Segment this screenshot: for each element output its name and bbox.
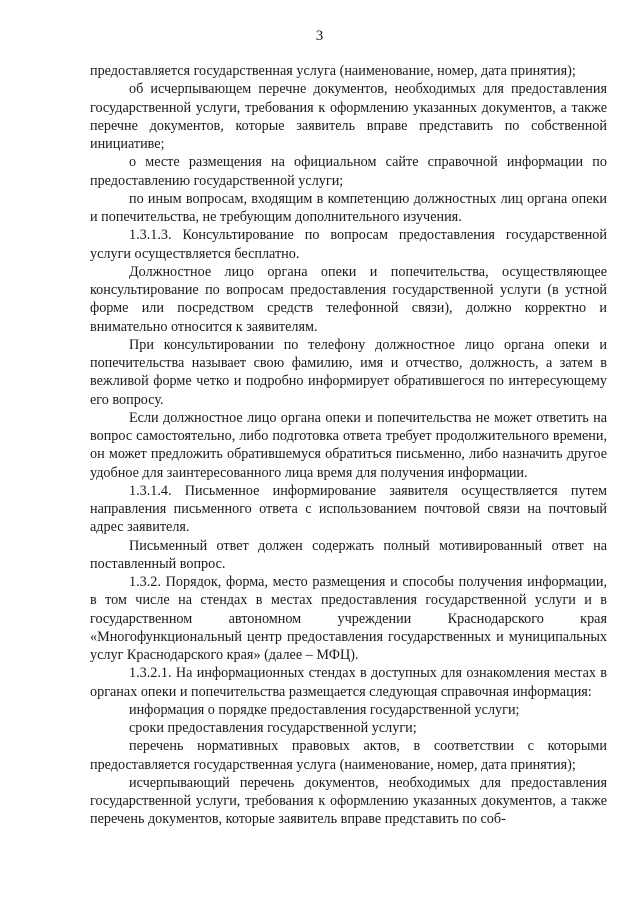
paragraph-15: перечень нормативных правовых актов, в соответствии с которыми предоставляется государственная услуга (наименование, номер, дата принятия); [90,738,607,773]
paragraph-10: Письменный ответ должен содержать полный мотивированный ответ на поставленный вопрос. [90,537,607,572]
paragraph-6: Должностное лицо органа опеки и попечительства, осуществляющее консультирование по вопросам предоставления государственной услуги (в устной форме или посредством средств телефонной связи), должно корректно и внимательно относится к заявителям. [90,263,607,335]
paragraph-13: информация о порядке предоставления государственной услуги; [129,701,520,718]
page-number: 3 [315,28,324,44]
document-body [90,62,607,829]
paragraph-7: При консультировании по телефону должностное лицо органа опеки и попечительства называет свою фамилию, имя и отчество, должность, а затем в вежливой форме четко и подробно информирует обратившегося по интересующему его вопросу. [90,336,607,408]
paragraph-14: сроки предоставления государственной услуги; [129,720,417,736]
paragraph-5: 1.3.1.3. Консультирование по вопросам предоставления государственной услуги осуществляется бесплатно. [90,227,607,262]
paragraph-3: о месте размещения на официальном сайте справочной информации по предоставлению государственной услуги; [90,154,607,189]
paragraph-8: Если должностное лицо органа опеки и попечительства не может ответить на вопрос самостоятельно, либо подготовка ответа требует продолжительного времени, он может предложить обратившемуся обратиться письменно, либо назначить другое удобное для заинтересованного лица время для получения информации. [90,409,607,481]
paragraph-16: исчерпывающий перечень документов, необходимых для предоставления государственной услуги, требования к оформлению указанных документов, а также перечень документов, которые заявитель вправе представить по соб- [90,774,607,828]
paragraph-12: 1.3.2.1. На информационных стендах в доступных для ознакомления местах в органах опеки и попечительства размещается следующая справочная информация: [90,665,607,700]
paragraph-1: предоставляется государственная услуга (наименование, номер, дата принятия); [90,63,576,79]
paragraph-9: 1.3.1.4. Письменное информирование заявителя осуществляется путем направления письменного ответа с использованием почтовой связи на почтовый адрес заявителя. [90,482,607,536]
paragraph-2: об исчерпывающем перечне документов, необходимых для предоставления государственной услуги, требования к оформлению указанных документов, а также перечне документов, которые заявитель вправе представить по собственной инициативе; [90,81,607,152]
paragraph-11: 1.3.2. Порядок, форма, место размещения и способы получения информации, в том числе на стендах в местах предоставления государственной услуги и в государственном автономном учреждении Краснодарского края «Многофункциональный центр предоставления государственных и муниципальных услуг Краснодарского края» (далее – МФЦ). [90,574,607,663]
paragraph-4: по иным вопросам, входящим в компетенцию должностных лиц органа опеки и попечительства, не требующим дополнительного изучения. [90,190,607,225]
